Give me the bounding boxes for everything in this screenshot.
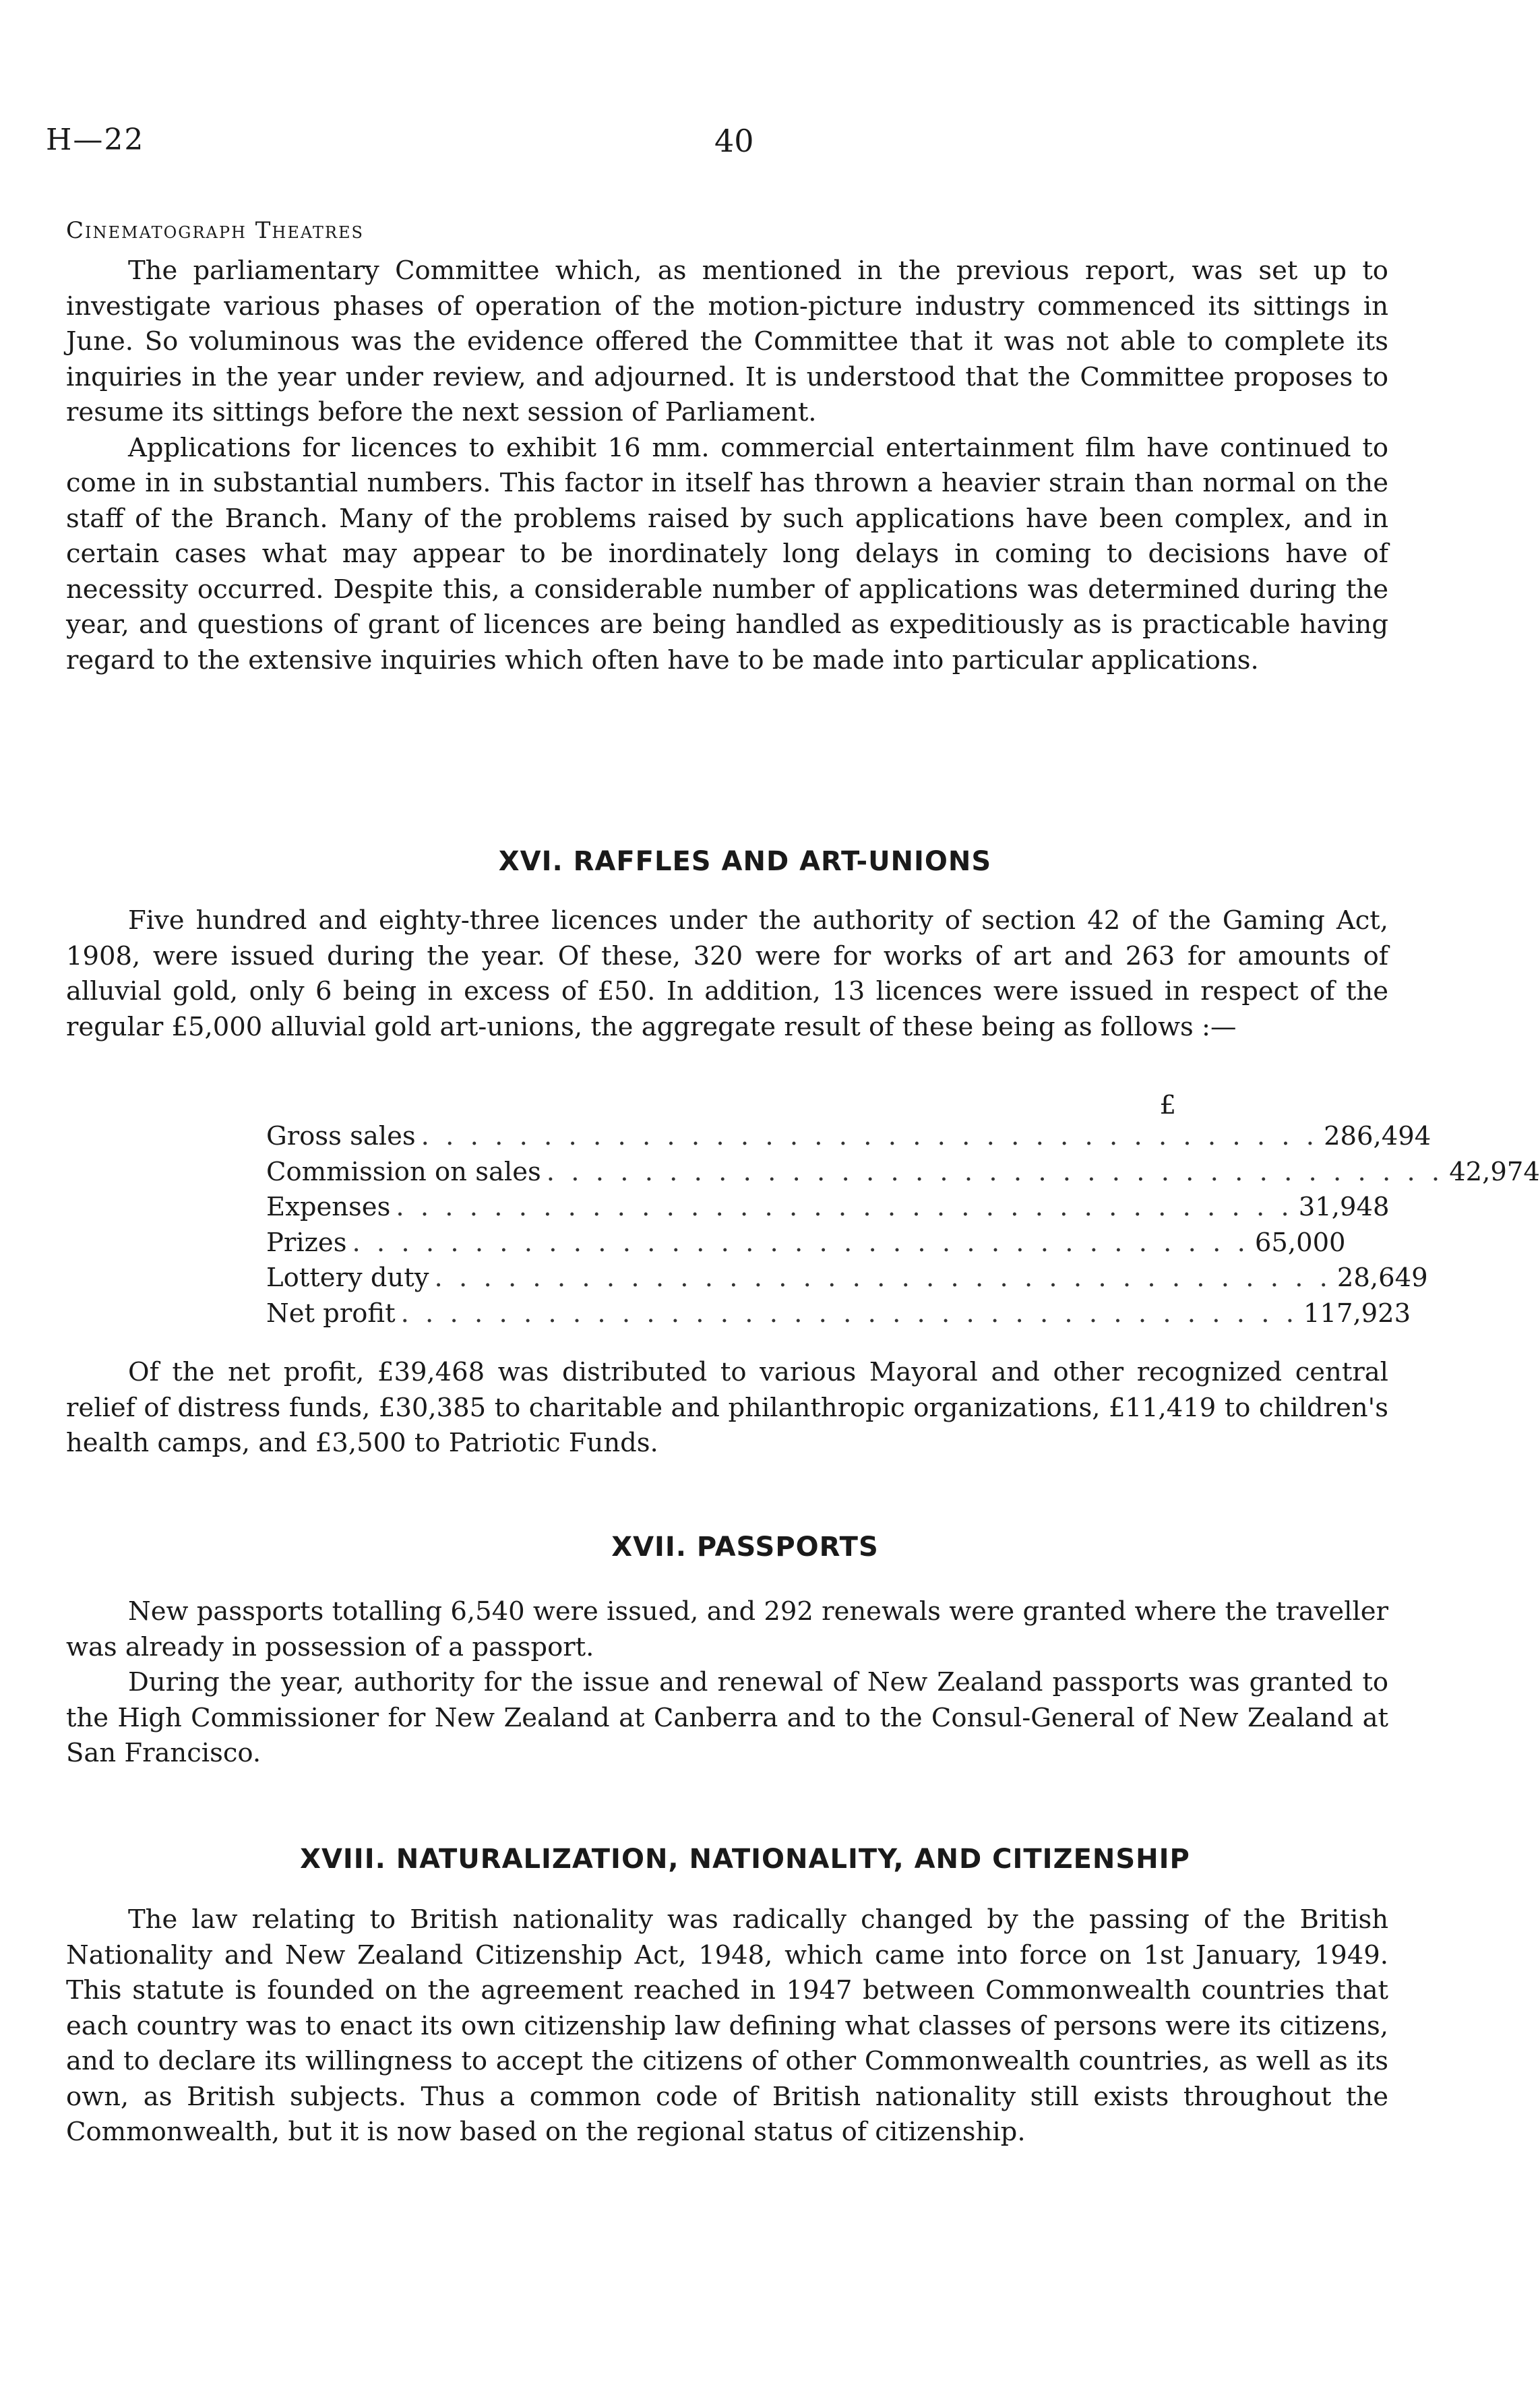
- table-row: Commission on sales . . . . . . . . . . . . . . . . . . . . . . . . . . . . . . . . . . . . . 42,974: [266, 1155, 1196, 1190]
- art-union-results-table: [266, 1090, 1540, 1332]
- table-row: Expenses . . . . . . . . . . . . . . . . . . . . . . . . . . . . . . . . . . . . . 31,948: [266, 1190, 1196, 1226]
- row-amount: 28,649: [1336, 1263, 1428, 1294]
- raffles-intro: [66, 903, 1388, 1045]
- table-row: Net profit . . . . . . . . . . . . . . . . . . . . . . . . . . . . . . . . . . . . . 117,923: [266, 1296, 1196, 1332]
- raffles-distribution: [66, 1355, 1388, 1461]
- cinematograph-section: [66, 253, 1388, 678]
- row-label: Lottery duty: [266, 1263, 429, 1294]
- table-row: Prizes . . . . . . . . . . . . . . . . . . . . . . . . . . . . . . . . . . . . . 65,000: [266, 1226, 1196, 1261]
- page-number: 40: [714, 123, 754, 159]
- table-row: Lottery duty . . . . . . . . . . . . . . . . . . . . . . . . . . . . . . . . . . . . . 28,649: [266, 1261, 1196, 1296]
- raffles-paragraph-2: Of the net profit, £39,468 was distributed to various Mayoral and other recognized central relief of distress funds, £30,385 to charitable and philanthropic organizations, £11,419 to children's health camps, and £3,500 to Patriotic Funds.: [66, 1357, 1388, 1458]
- row-label: Gross sales: [266, 1121, 416, 1151]
- passports-paragraph-2: During the year, authority for the issue and renewal of New Zealand passports was granted to the High Commissioner for New Zealand at Canberra and to the Consul-General of New Zealand at San Francisco.: [66, 1667, 1388, 1768]
- cinematograph-paragraph-1: The parliamentary Committee which, as mentioned in the previous report, was set up to investigate various phases of operation of the motion-picture industry commenced its sittings in June. So voluminous was the evidence offered the Committee that it was not able to complete its inquiries in the year under review, and adjourned. It is understood that the Committee proposes to resume its sittings before the next session of Parliament.: [66, 255, 1388, 427]
- naturalization-section-title: XVIII. NATURALIZATION, NATIONALITY, AND CITIZENSHIP: [300, 1844, 1190, 1875]
- row-label: Commission on sales: [266, 1156, 541, 1187]
- passports-section-title: XVII. PASSPORTS: [611, 1532, 879, 1563]
- naturalization-section: [66, 1902, 1388, 2150]
- row-amount: 31,948: [1298, 1192, 1390, 1223]
- row-amount: 117,923: [1303, 1298, 1411, 1329]
- passports-paragraph-1: New passports totalling 6,540 were issued, and 292 renewals were granted where the traveller was already in possession of a passport.: [66, 1596, 1388, 1662]
- raffles-paragraph-1: Five hundred and eighty-three licences under the authority of section 42 of the Gaming Act, 1908, were issued during the year. Of these, 320 were for works of art and 263 for amounts of alluvial gold, only 6 being in excess of £50. In addition, 13 licences were issued in respect of the regular £5,000 alluvial gold art-unions, the aggregate result of these being as follows :—: [66, 905, 1388, 1042]
- raffles-section-title: XVI. RAFFLES AND ART-UNIONS: [498, 846, 992, 877]
- row-amount: 65,000: [1254, 1227, 1346, 1258]
- row-amount: 286,494: [1324, 1121, 1431, 1151]
- passports-section: [66, 1594, 1388, 1772]
- cinematograph-heading: Cinematograph Theatres: [66, 217, 364, 244]
- report-code: H—22: [46, 123, 145, 157]
- table-row: Gross sales . . . . . . . . . . . . . . . . . . . . . . . . . . . . . . . . . . . . . 286,494: [266, 1119, 1196, 1155]
- naturalization-paragraph-1: The law relating to British nationality was radically changed by the passing of the British Nationality and New Zealand Citizenship Act, 1948, which came into force on 1st January, 1949. This statute is founded on the agreement reached in 1947 between Commonwealth countries that each country was to enact its own citizenship law defining what classes of persons were its citizens, and to declare its willingness to accept the citizens of other Commonwealth countries, as well as its own, as British subjects. Thus a common code of British nationality still exists throughout the Commonwealth, but it is now based on the regional status of citizenship.: [66, 1904, 1388, 2147]
- cinematograph-paragraph-2: Applications for licences to exhibit 16 mm. commercial entertainment film have continued to come in in substantial numbers. This factor in itself has thrown a heavier strain than normal on the staff of the Branch. Many of the problems raised by such applications have been complex, and in certain cases what may appear to be inordinately long delays in coming to decisions have of necessity occurred. Despite this, a considerable number of applications was determined during the year, and questions of grant of licences are being handled as expeditiously as is practicable having regard to the extensive inquiries which often have to be made into particular applications.: [66, 432, 1388, 675]
- row-label: Expenses: [266, 1192, 391, 1223]
- row-amount: 42,974: [1449, 1156, 1540, 1187]
- row-label: Prizes: [266, 1227, 347, 1258]
- row-label: Net profit: [266, 1298, 396, 1329]
- currency-symbol: £: [1159, 1090, 1176, 1120]
